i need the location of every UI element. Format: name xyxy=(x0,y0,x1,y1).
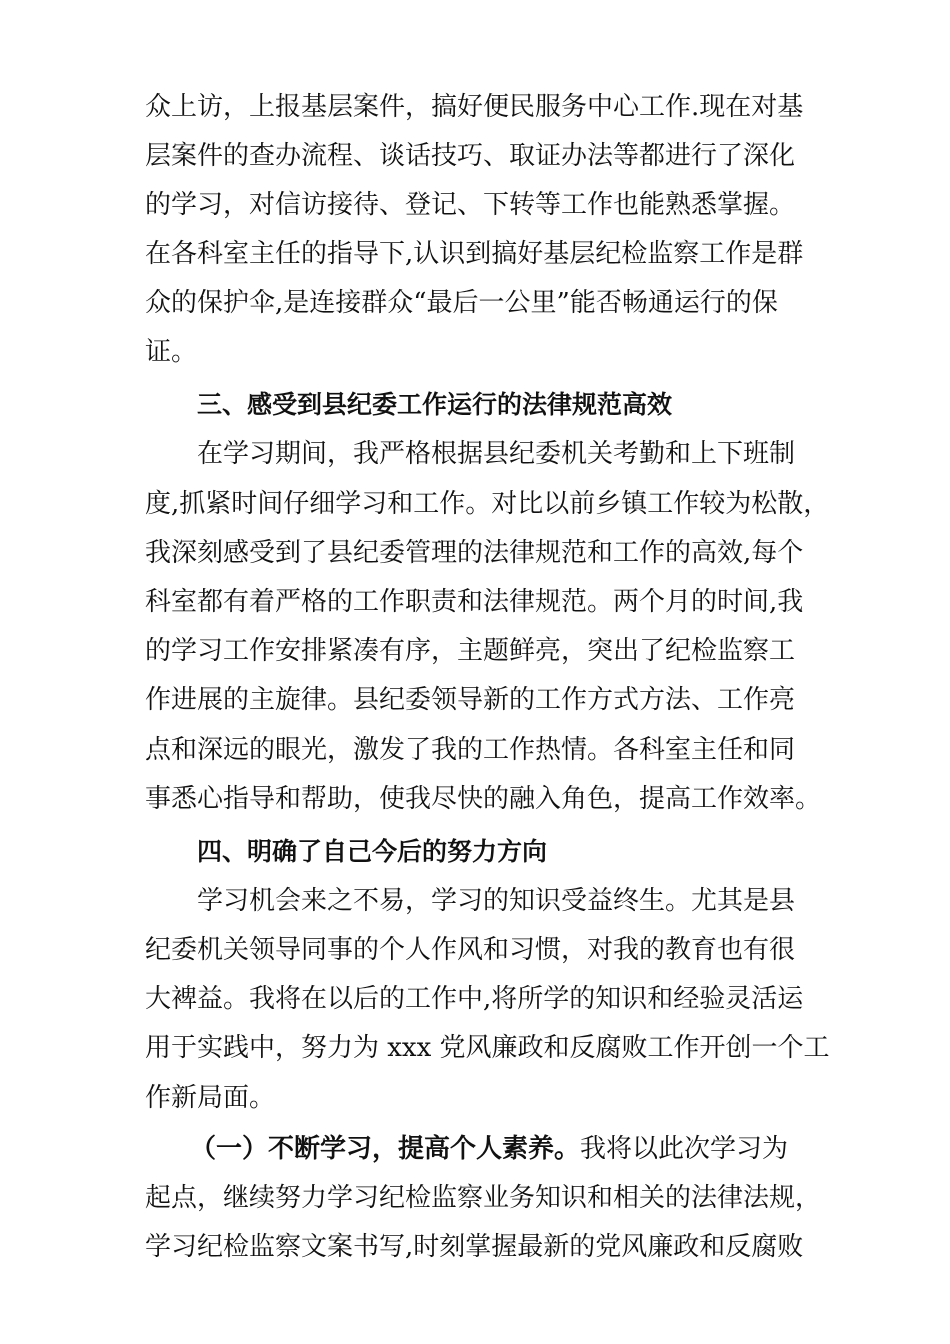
subsection-text: 我将以此次学习为 xyxy=(580,1134,789,1164)
paragraph-line: 度,抓紧时间仔细学习和工作。对比以前乡镇工作较为松散， xyxy=(145,489,830,519)
paragraph-line: 众上访，上报基层案件，搞好便民服务中心工作.现在对基 xyxy=(145,92,804,122)
paragraph-line: 层案件的查办流程、谈话技巧、取证办法等都进行了深化 xyxy=(145,141,796,171)
section-heading-4: 四、明确了自己今后的努力方向 xyxy=(197,837,548,866)
paragraph-line: 起点，继续努力学习纪检监察业务知识和相关的法律法规， xyxy=(145,1183,822,1213)
paragraph-line: 在学习期间，我严格根据县纪委机关考勤和上下班制 xyxy=(197,439,796,469)
paragraph-line: 学习机会来之不易，学习的知识受益终生。尤其是县 xyxy=(197,886,796,916)
paragraph-line: 作新局面。 xyxy=(145,1083,276,1113)
paragraph-line: 证。 xyxy=(145,337,198,367)
paragraph-line: 学习纪检监察文案书写,时刻掌握最新的党风廉政和反腐败 xyxy=(145,1232,804,1262)
paragraph-line: 作进展的主旋律。县纪委领导新的工作方式方法、工作亮 xyxy=(145,685,796,715)
subsection-first-line xyxy=(190,1124,870,1174)
paragraph-line: 的学习工作安排紧凑有序，主题鲜亮，突出了纪检监察工 xyxy=(145,636,796,666)
paragraph-line: 众的保护伞,是连接群众“最后一公里”能否畅通运行的保 xyxy=(145,288,778,318)
paragraph-line: 我深刻感受到了县纪委管理的法律规范和工作的高效,每个 xyxy=(145,538,804,568)
paragraph-line: 科室都有着严格的工作职责和法律规范。两个月的时间,我 xyxy=(145,587,804,617)
section-heading-3: 三、感受到县纪委工作运行的法律规范高效 xyxy=(197,390,673,419)
subsection-lead: （一）不断学习，提高个人素养。 xyxy=(190,1134,581,1164)
paragraph-line: 纪委机关领导同事的个人作风和习惯，对我的教育也有很 xyxy=(145,935,796,965)
paragraph-line: 点和深远的眼光，激发了我的工作热情。各科室主任和同 xyxy=(145,735,796,765)
paragraph-line: 大裨益。我将在以后的工作中,将所学的知识和经验灵活运 xyxy=(145,984,804,1014)
paragraph-line: 事悉心指导和帮助，使我尽快的融入角色，提高工作效率。 xyxy=(145,784,822,814)
paragraph-line: 在各科室主任的指导下,认识到搞好基层纪检监察工作是群 xyxy=(145,239,804,269)
paragraph-line: 用于实践中，努力为 xxx 党风廉政和反腐败工作开创一个工 xyxy=(145,1033,830,1063)
paragraph-line: 的学习，对信访接待、登记、下转等工作也能熟悉掌握。 xyxy=(145,190,796,220)
